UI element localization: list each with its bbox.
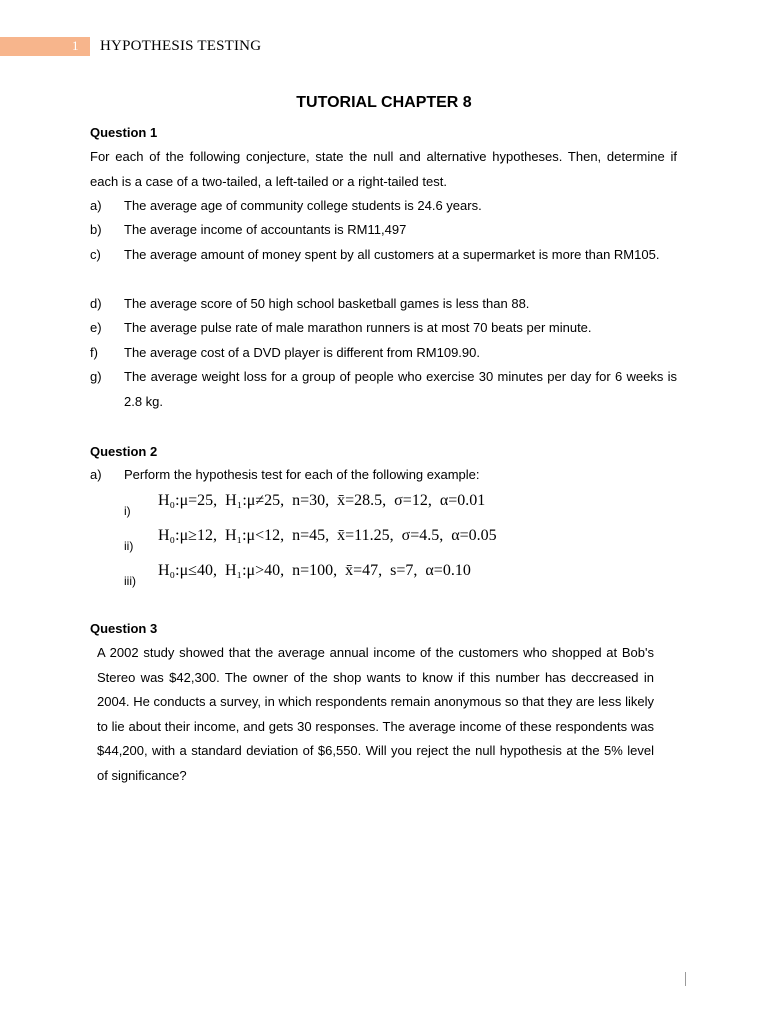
question-1-heading: Question 1 bbox=[90, 125, 158, 140]
subpart-label: i) bbox=[124, 504, 131, 518]
footer-divider bbox=[685, 972, 686, 986]
subpart-label: iii) bbox=[124, 574, 136, 588]
list-item bbox=[90, 292, 677, 317]
item-text: Perform the hypothesis test for each of the following example: bbox=[124, 467, 480, 482]
hypothesis-expression: H₀:μ=25, H₁:μ≠25, n=30, x̄=28.5, σ=12, α=0.01 bbox=[158, 492, 486, 509]
list-item bbox=[90, 341, 677, 366]
question-2-heading: Question 2 bbox=[90, 444, 158, 459]
hypothesis-expression: H₀:μ≤40, H₁:μ>40, n=100, x̄=47, s=7, α=0.10 bbox=[158, 562, 471, 579]
item-text: The average cost of a DVD player is different from RM109.90. bbox=[124, 345, 480, 360]
list-item bbox=[90, 194, 677, 219]
item-label: a) bbox=[90, 467, 102, 482]
list-item bbox=[90, 316, 677, 341]
question-1-intro: For each of the following conjecture, state the null and alternative hypotheses. Then, determine if each is a case of a two-tailed, a left-tailed or a right-tailed test. bbox=[90, 149, 677, 189]
item-label: b) bbox=[90, 222, 102, 237]
item-text: The average amount of money spent by all customers at a supermarket is more than RM105. bbox=[124, 247, 660, 262]
running-header-title: HYPOTHESIS TESTING bbox=[100, 38, 262, 54]
document-title: TUTORIAL CHAPTER 8 bbox=[296, 94, 472, 111]
item-text: The average pulse rate of male marathon runners is at most 70 beats per minute. bbox=[124, 320, 592, 335]
hypothesis-expression: H₀:μ≥12, H₁:μ<12, n=45, x̄=11.25, σ=4.5, α=0.05 bbox=[158, 527, 497, 544]
item-text: The average age of community college students is 24.6 years. bbox=[124, 198, 482, 213]
question-3-heading: Question 3 bbox=[90, 621, 158, 636]
list-item bbox=[90, 463, 677, 488]
subpart-label: ii) bbox=[124, 539, 134, 553]
page-number: 1 bbox=[72, 38, 79, 53]
item-label: a) bbox=[90, 198, 102, 213]
item-label: f) bbox=[90, 345, 98, 360]
list-item bbox=[90, 218, 677, 243]
item-label: e) bbox=[90, 320, 102, 335]
list-item bbox=[90, 243, 677, 268]
item-text: The average weight loss for a group of people who exercise 30 minutes per day for 6 weeks is 2.8 kg. bbox=[124, 369, 677, 409]
item-text: The average score of 50 high school basketball games is less than 88. bbox=[124, 296, 530, 311]
item-label: g) bbox=[90, 369, 102, 384]
item-text: The average income of accountants is RM11,497 bbox=[124, 222, 407, 237]
item-label: c) bbox=[90, 247, 101, 262]
question-3-text: A 2002 study showed that the average annual income of the customers who shopped at Bob's Stereo was $42,300. The owner of the shop wants to know if this number has deccreased in 2004. He conducts a survey, in which respondents remain anonymous so that they are less likely to lie about their income, and gets 30 responses. The average income of these respondents was $44,200, with a standard deviation of $6,550. Will you reject the null hypothesis at the 5% level of significance? bbox=[97, 645, 654, 783]
list-item bbox=[90, 365, 677, 414]
item-label: d) bbox=[90, 296, 102, 311]
